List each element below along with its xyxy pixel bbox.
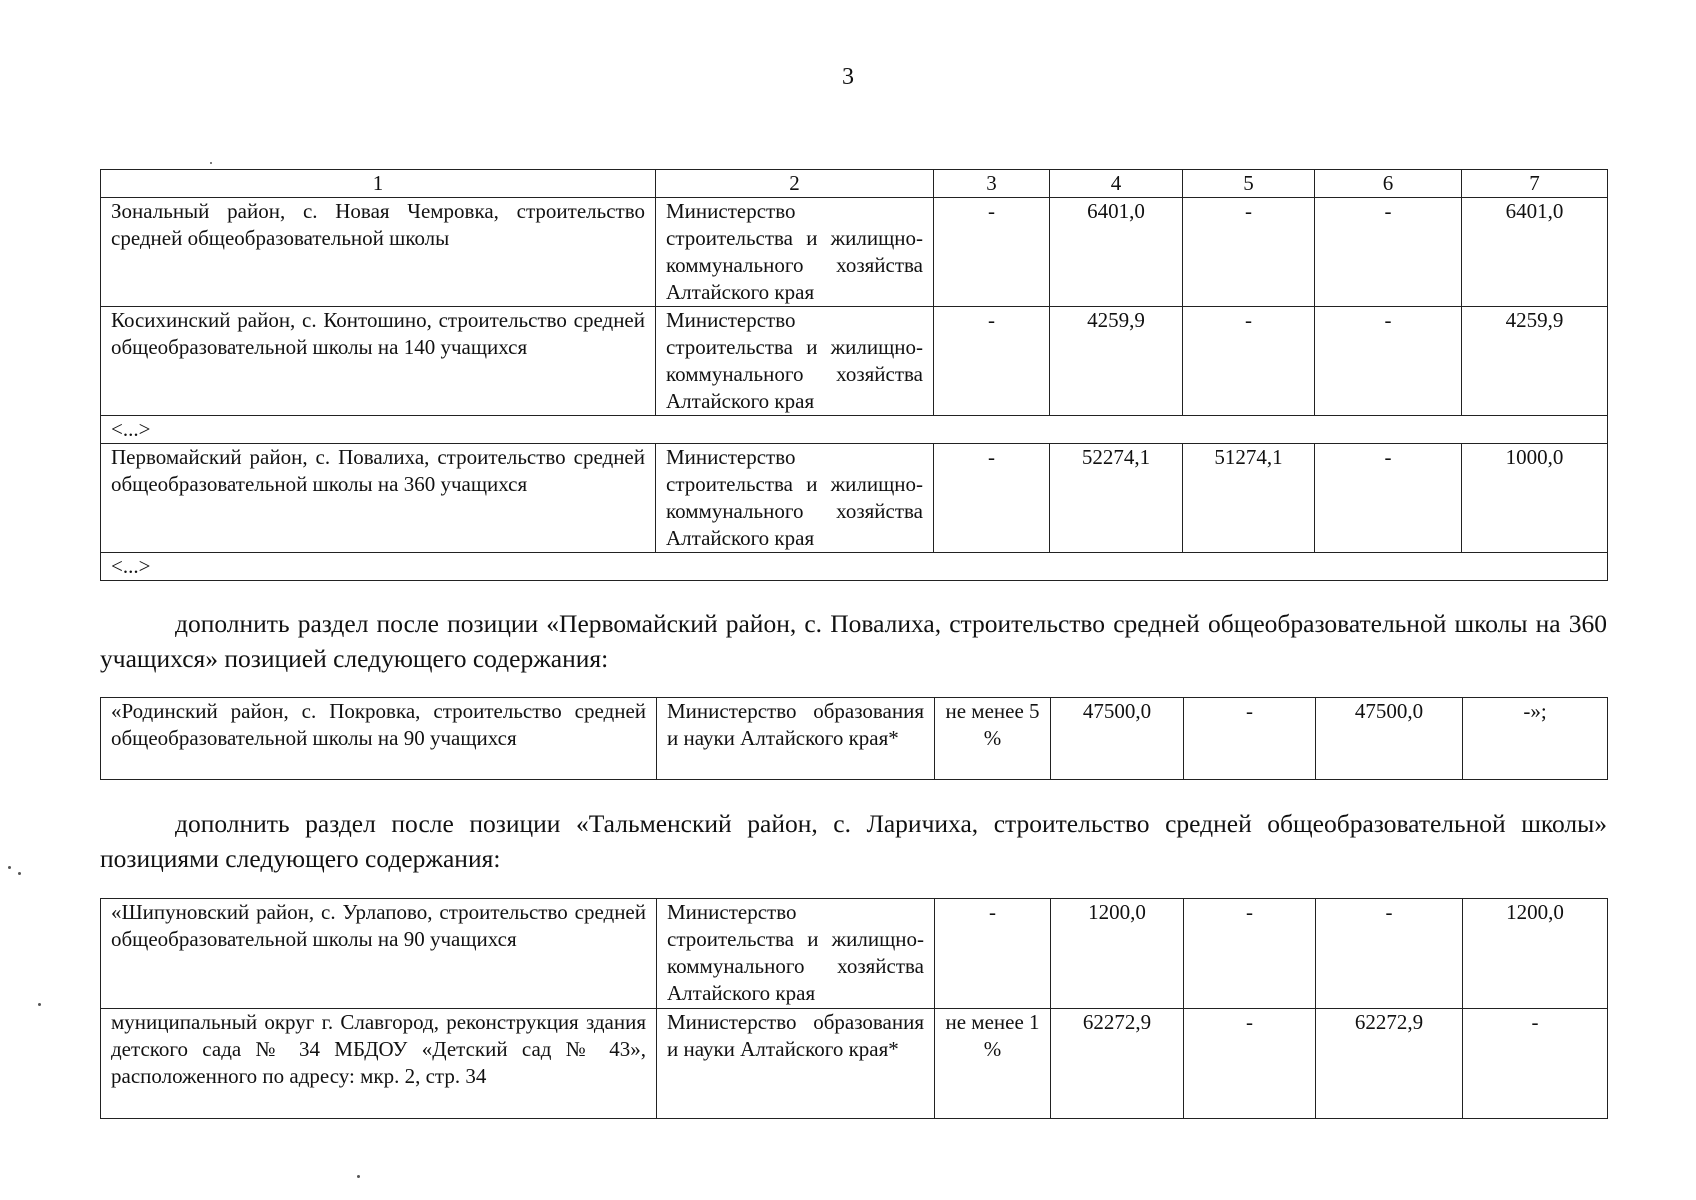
value-cell: - <box>1315 444 1462 553</box>
budget-table-2 <box>100 697 1608 780</box>
ministry-cell: Министерство строительства и жилищно-коммунального хозяйства Алтайского края <box>656 307 934 416</box>
table-row <box>101 899 1608 1009</box>
table-row <box>101 307 1608 416</box>
object-name-cell: «Шипуновский район, с. Урлапово, строительство средней общеобразовательной школы на 90 учащихся <box>101 899 657 1009</box>
value-cell: 62272,9 <box>1316 1009 1463 1119</box>
value-cell: - <box>934 444 1050 553</box>
value-cell: не менее 1 % <box>935 1009 1051 1119</box>
column-number: 2 <box>656 170 934 198</box>
column-number: 6 <box>1315 170 1462 198</box>
ministry-cell: Министерство строительства и жилищно-коммунального хозяйства Алтайского края <box>657 899 935 1009</box>
ministry-cell: Министерство строительства и жилищно-коммунального хозяйства Алтайского края <box>656 444 934 553</box>
value-cell: не менее 5 % <box>935 698 1051 780</box>
value-cell: - <box>1315 307 1462 416</box>
table-row <box>101 1009 1608 1119</box>
column-number: 5 <box>1183 170 1315 198</box>
ministry-cell: Министерство образования и науки Алтайского края* <box>657 698 935 780</box>
value-cell: 51274,1 <box>1183 444 1315 553</box>
object-name-cell: «Родинский район, с. Покровка, строительство средней общеобразовательной школы на 90 учащихся <box>101 698 657 780</box>
ellipsis-cell: <...> <box>101 553 1608 581</box>
column-number: 7 <box>1462 170 1608 198</box>
value-cell: 1200,0 <box>1463 899 1608 1009</box>
value-cell: - <box>1184 698 1316 780</box>
value-cell: - <box>1463 1009 1608 1119</box>
ellipsis-row <box>101 416 1608 444</box>
value-cell: - <box>1316 899 1463 1009</box>
budget-table-1 <box>100 169 1608 581</box>
scan-speck <box>8 866 11 869</box>
value-cell: 6401,0 <box>1050 198 1183 307</box>
column-number: 3 <box>934 170 1050 198</box>
value-cell: 4259,9 <box>1462 307 1608 416</box>
budget-table-3 <box>100 898 1608 1119</box>
value-cell: - <box>1183 198 1315 307</box>
table-row <box>101 698 1608 780</box>
scan-speck <box>357 1175 360 1178</box>
value-cell: 1200,0 <box>1051 899 1184 1009</box>
value-cell: - <box>1184 899 1316 1009</box>
ministry-cell: Министерство строительства и жилищно-коммунального хозяйства Алтайского края <box>656 198 934 307</box>
value-cell: 6401,0 <box>1462 198 1608 307</box>
object-name-cell: муниципальный округ г. Славгород, реконструкция здания детского сада № 34 МБДОУ «Детский сад № 43», расположенного по адресу: мкр. 2, стр. 34 <box>101 1009 657 1119</box>
column-number: 4 <box>1050 170 1183 198</box>
amendment-paragraph: дополнить раздел после позиции «Первомайский район, с. Повалиха, строительство средней общеобразовательной школы на 360 учащихся» позицией следующего содержания: <box>100 609 1607 673</box>
object-name-cell: Зональный район, с. Новая Чемровка, строительство средней общеобразовательной школы <box>101 198 656 307</box>
object-name-cell: Первомайский район, с. Повалиха, строительство средней общеобразовательной школы на 360 учащихся <box>101 444 656 553</box>
value-cell: 4259,9 <box>1050 307 1183 416</box>
value-cell: 47500,0 <box>1051 698 1184 780</box>
value-cell: 62272,9 <box>1051 1009 1184 1119</box>
value-cell: -»; <box>1463 698 1608 780</box>
table-row <box>101 444 1608 553</box>
scan-speck <box>18 872 21 875</box>
ellipsis-row <box>101 553 1608 581</box>
value-cell: 47500,0 <box>1316 698 1463 780</box>
scan-speck <box>210 162 212 164</box>
amendment-paragraph: дополнить раздел после позиции «Тальменский район, с. Ларичиха, строительство средней общеобразовательной школы» позициями следующего содержания: <box>100 809 1607 873</box>
page-number: 3 <box>842 64 854 90</box>
value-cell: - <box>934 198 1050 307</box>
column-number: 1 <box>101 170 656 198</box>
value-cell: 1000,0 <box>1462 444 1608 553</box>
value-cell: - <box>1183 307 1315 416</box>
object-name-cell: Косихинский район, с. Контошино, строительство средней общеобразовательной школы на 140 учащихся <box>101 307 656 416</box>
value-cell: 52274,1 <box>1050 444 1183 553</box>
ministry-cell: Министерство образования и науки Алтайского края* <box>657 1009 935 1119</box>
table-row <box>101 198 1608 307</box>
value-cell: - <box>935 899 1051 1009</box>
ellipsis-cell: <...> <box>101 416 1608 444</box>
value-cell: - <box>1315 198 1462 307</box>
scan-speck <box>38 1003 41 1006</box>
table-header-row <box>101 170 1608 198</box>
value-cell: - <box>934 307 1050 416</box>
value-cell: - <box>1184 1009 1316 1119</box>
